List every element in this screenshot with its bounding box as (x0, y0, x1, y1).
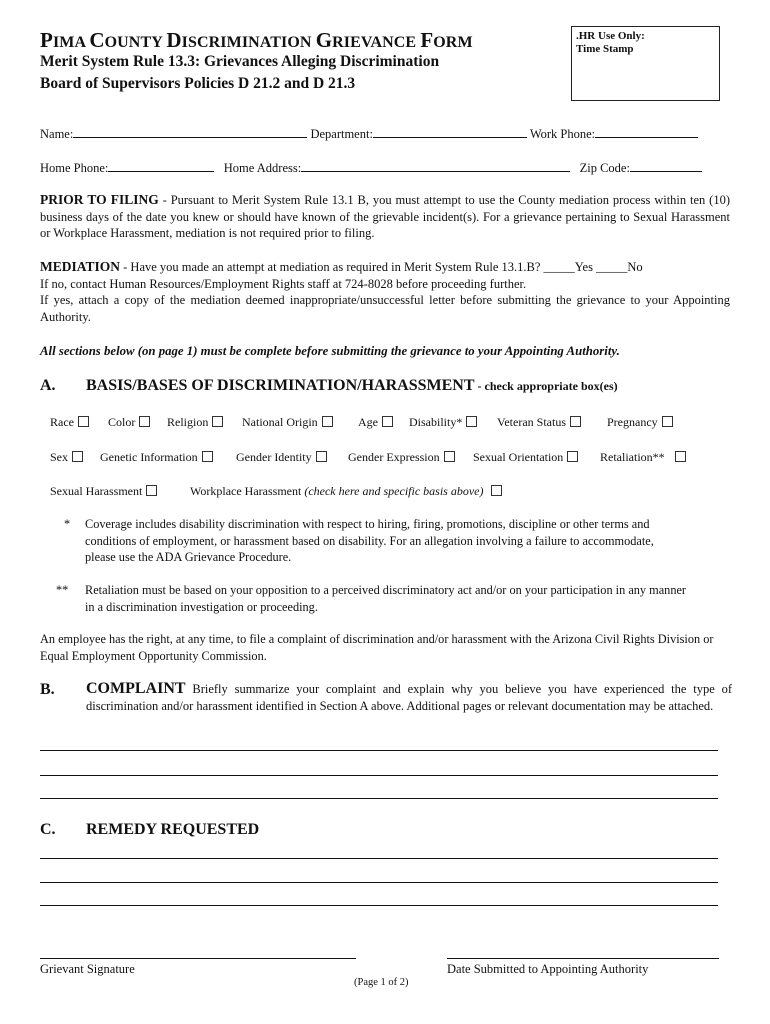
mediation-no-instruction: If no, contact Human Resources/Employment Rights staff at 724-8028 before proceeding further. (40, 276, 527, 291)
home-phone-field[interactable] (108, 160, 214, 172)
hr-use-label: .HR Use Only: (576, 30, 645, 42)
department-label: Department: (310, 127, 373, 141)
department-field[interactable] (373, 126, 527, 138)
basis-retaliation[interactable]: Retaliation** (600, 450, 686, 465)
prior-to-filing-paragraph (40, 192, 730, 242)
contact-row-1 (40, 126, 698, 142)
basis-sexual-harassment[interactable]: Sexual Harassment (50, 484, 157, 499)
page-number: (Page 1 of 2) (354, 977, 409, 988)
checkbox-icon[interactable] (139, 416, 150, 427)
complaint-line-3[interactable] (40, 798, 718, 799)
remedy-line-2[interactable] (40, 882, 718, 883)
date-submitted-label: Date Submitted to Appointing Authority (447, 962, 649, 976)
footnote-mark-1: * (64, 517, 71, 531)
basis-veteran-status[interactable]: Veteran Status (497, 415, 581, 430)
complaint-instructions: Briefly summarize your complaint and explain why you believe you have experienced the type of discrimination and/or harassment identified in Section A above. Additional pages or relevant documentation may be attached. (86, 682, 732, 713)
checkbox-icon[interactable] (382, 416, 393, 427)
section-a-title: BASIS/BASES OF DISCRIMINATION/HARASSMENT - check appropriate box(es) (86, 377, 618, 394)
rights-statement: An employee has the right, at any time, to file a complaint of discrimination and/or harassment with the Arizona Civil Rights Division or Equal Employment Opportunity Commission. (40, 632, 714, 663)
instruction-text: All sections below (on page 1) must be complete before submitting the grievance to your Appointing Authority. (40, 344, 620, 358)
mediation-paragraph (40, 259, 730, 325)
name-field[interactable] (73, 126, 307, 138)
basis-pregnancy[interactable]: Pregnancy (607, 415, 673, 430)
checkbox-icon[interactable] (491, 485, 502, 496)
disability-footnote: Coverage includes disability discrimination with respect to hiring, firing, promotions, discipline or other terms and conditions of employment, or harassment based on disability. For an allegation involving a failure to accommodate, please use the ADA Grievance Procedure. (85, 517, 654, 564)
mediation-yes-instruction: If yes, attach a copy of the mediation deemed inappropriate/unsuccessful letter before submitting the grievance to your Appointing Authority. (40, 293, 730, 324)
checkbox-icon[interactable] (146, 485, 157, 496)
basis-race[interactable]: Race (50, 415, 89, 430)
hr-use-only-box (571, 26, 720, 101)
basis-sex[interactable]: Sex (50, 450, 83, 465)
checkbox-icon[interactable] (212, 416, 223, 427)
prior-to-filing-text: - Pursuant to Merit System Rule 13.1 B, you must attempt to use the County mediation process within ten (10) business days of the date you knew or should have known of the grievable incident(s). For a grievance pertaining to Sexual Harassment or Workplace Harassment, mediation is not required prior to filing. (40, 193, 730, 240)
checkbox-icon[interactable] (567, 451, 578, 462)
grievant-signature-line[interactable] (40, 958, 356, 959)
form-subtitle-rule: Merit System Rule 13.3: Grievances Alleging Discrimination (40, 53, 440, 70)
checkbox-icon[interactable] (570, 416, 581, 427)
complaint-line-2[interactable] (40, 775, 718, 776)
work-phone-field[interactable] (595, 126, 698, 138)
checkbox-icon[interactable] (662, 416, 673, 427)
section-b-letter: B. (40, 681, 55, 698)
contact-row-2 (40, 160, 702, 176)
basis-gender-expression[interactable]: Gender Expression (348, 450, 455, 465)
zip-code-field[interactable] (630, 160, 702, 172)
basis-national-origin[interactable]: National Origin (242, 415, 333, 430)
form-title: PIMA COUNTY DISCRIMINATION GRIEVANCE FORM (40, 28, 473, 52)
footnote-mark-2: ** (56, 583, 69, 597)
home-phone-label: Home Phone: (40, 161, 109, 175)
section-a-letter: A. (40, 377, 56, 394)
basis-workplace-harassment[interactable]: Workplace Harassment (check here and specific basis above) (190, 484, 502, 499)
checkbox-icon[interactable] (78, 416, 89, 427)
prior-to-filing-heading: PRIOR TO FILING (40, 192, 159, 207)
section-c-letter: C. (40, 821, 56, 838)
complaint-line-1[interactable] (40, 750, 718, 751)
mediation-question: - Have you made an attempt at mediation as required in Merit System Rule 13.1.B? _____Yes _____No (120, 260, 643, 274)
checkbox-icon[interactable] (72, 451, 83, 462)
checkbox-icon[interactable] (675, 451, 686, 462)
remedy-line-1[interactable] (40, 858, 718, 859)
basis-religion[interactable]: Religion (167, 415, 223, 430)
work-phone-label: Work Phone: (529, 127, 596, 141)
home-address-field[interactable] (301, 160, 570, 172)
grievant-signature-label: Grievant Signature (40, 962, 135, 976)
date-submitted-line[interactable] (447, 958, 719, 959)
checkbox-icon[interactable] (202, 451, 213, 462)
complaint-heading: COMPLAINT (86, 680, 186, 697)
basis-genetic-information[interactable]: Genetic Information (100, 450, 213, 465)
basis-color[interactable]: Color (108, 415, 150, 430)
remedy-line-3[interactable] (40, 905, 718, 906)
time-stamp-label: Time Stamp (576, 43, 634, 55)
basis-age[interactable]: Age (358, 415, 393, 430)
basis-sexual-orientation[interactable]: Sexual Orientation (473, 450, 578, 465)
complaint-paragraph (86, 681, 732, 714)
section-c-title: REMEDY REQUESTED (86, 821, 260, 838)
retaliation-footnote: Retaliation must be based on your opposition to a perceived discriminatory act and/or on your participation in any manner in a discrimination investigation or proceeding. (85, 583, 687, 614)
checkbox-icon[interactable] (444, 451, 455, 462)
checkbox-icon[interactable] (466, 416, 477, 427)
checkbox-icon[interactable] (322, 416, 333, 427)
basis-gender-identity[interactable]: Gender Identity (236, 450, 327, 465)
mediation-heading: MEDIATION (40, 259, 121, 274)
home-address-label: Home Address: (223, 161, 302, 175)
checkbox-icon[interactable] (316, 451, 327, 462)
name-label: Name: (40, 127, 74, 141)
basis-disability[interactable]: Disability* (409, 415, 477, 430)
zip-code-label: Zip Code: (579, 161, 630, 175)
form-subtitle-policies: Board of Supervisors Policies D 21.2 and D 21.3 (40, 75, 356, 92)
